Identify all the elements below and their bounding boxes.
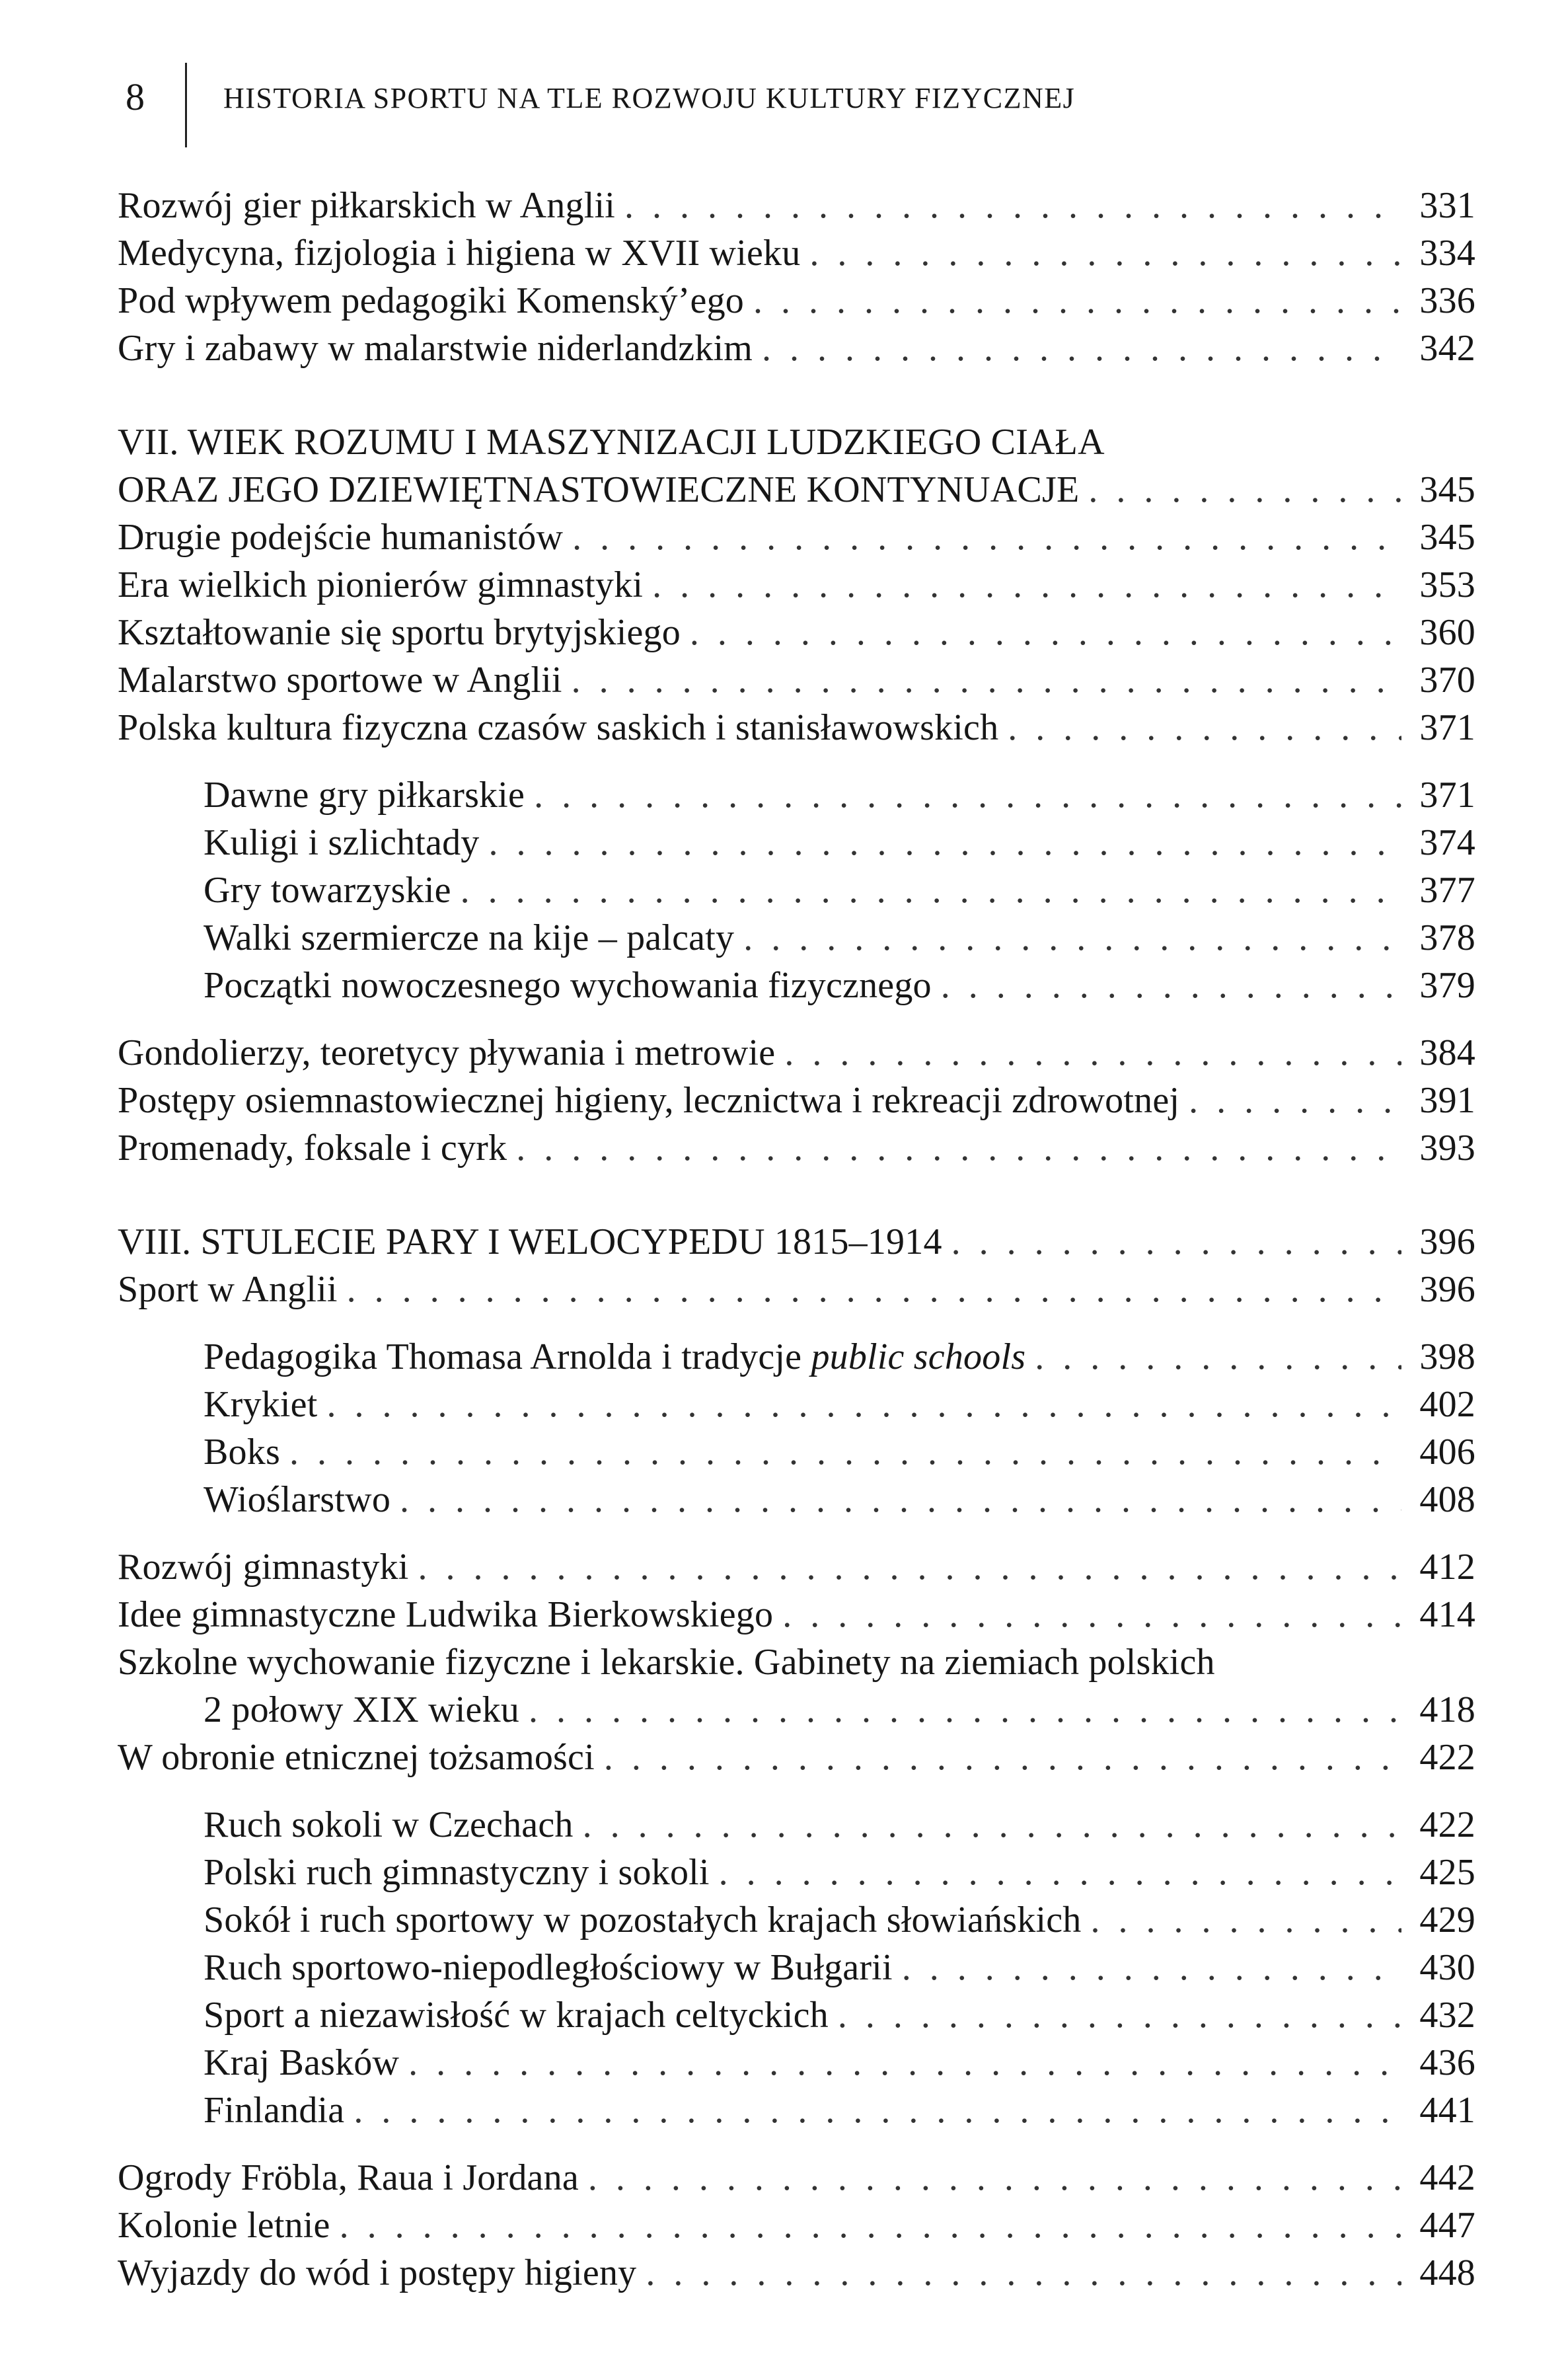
dot-leader [762, 325, 1401, 372]
toc-subentry[interactable] [118, 819, 1475, 866]
toc-entry[interactable] [118, 229, 1475, 277]
dot-leader [951, 1218, 1401, 1266]
toc-entry-page: 342 [1419, 328, 1475, 369]
dot-leader [1035, 1333, 1401, 1381]
toc-entry[interactable] [118, 1266, 1475, 1313]
toc-entry-page: 334 [1419, 233, 1475, 274]
toc-subentry-title: Kraj Basków [204, 2042, 400, 2083]
toc-subentry-page: 436 [1419, 2042, 1475, 2083]
toc-entry-page: 384 [1419, 1032, 1475, 1073]
dot-leader [572, 514, 1401, 561]
dot-leader [1008, 704, 1401, 751]
toc-entry-page: 336 [1419, 280, 1475, 321]
toc-entry-title: Drugie podejście humanistów [118, 517, 564, 558]
subsection-gap [118, 1313, 1475, 1333]
toc-entry[interactable] [118, 609, 1475, 656]
toc-subentry-title: Krykiet [204, 1384, 318, 1425]
toc-subentry[interactable] [118, 1991, 1475, 2039]
toc-entry-title: Rozwój gier piłkarskich w Anglii [118, 185, 615, 226]
toc-subentry-page: 402 [1419, 1384, 1475, 1425]
dot-leader [534, 771, 1401, 819]
dot-leader [588, 2154, 1401, 2202]
toc-entry[interactable] [118, 1029, 1475, 1077]
toc-subentry-title: Wioślarstwo [204, 1479, 391, 1520]
toc-subentry[interactable] [118, 1896, 1475, 1944]
toc-entry[interactable] [118, 1124, 1475, 1172]
toc-entry[interactable] [118, 1734, 1475, 1781]
dot-leader [1091, 1896, 1401, 1944]
toc-entry-page: 422 [1419, 1737, 1475, 1778]
subsection-gap [118, 1523, 1475, 1543]
toc-subentry-title: Ruch sportowo-niepodległościowy w Bułgarii [204, 1947, 893, 1988]
toc-subentry-page: 377 [1419, 870, 1475, 911]
toc-subentry[interactable] [118, 866, 1475, 914]
toc-entry[interactable] [118, 514, 1475, 561]
toc-entry[interactable] [118, 561, 1475, 609]
toc-subentry-title: Dawne gry piłkarskie [204, 775, 525, 816]
toc-entry[interactable] [118, 2249, 1475, 2297]
toc-subentry[interactable] [118, 1428, 1475, 1476]
toc-entry[interactable] [118, 1077, 1475, 1124]
toc-subentry-title: Sport a niezawisłość w krajach celtyckich [204, 1995, 829, 2036]
toc-subentry-page: 406 [1419, 1432, 1475, 1473]
toc-entry-page: 353 [1419, 564, 1475, 605]
toc-entry-title: Malarstwo sportowe w Anglii [118, 660, 562, 701]
toc-entry[interactable] [118, 1543, 1475, 1591]
chapter-title-continued: ORAZ JEGO DZIEWIĘTNASTOWIECZNE KONTYNUACJE [118, 469, 1080, 510]
toc-subentry-page: 379 [1419, 965, 1475, 1006]
dot-leader [690, 609, 1401, 656]
toc-subentry-title-italic: public schools [811, 1336, 1026, 1377]
dot-leader [340, 2202, 1401, 2249]
toc-entry-page: 360 [1419, 612, 1475, 653]
toc-entry-title: Postępy osiemnastowiecznej higieny, lecznictwa i rekreacji zdrowotnej [118, 1080, 1180, 1121]
chapter-heading[interactable] [118, 466, 1475, 514]
toc-subentry[interactable] [118, 914, 1475, 962]
toc-subentry-title: Boks [204, 1432, 280, 1473]
toc-subentry-page: 378 [1419, 917, 1475, 958]
toc-entry-title: Kształtowanie się sportu brytyjskiego [118, 612, 681, 653]
toc-entry[interactable] [118, 704, 1475, 751]
toc-entry-page: 396 [1419, 1269, 1475, 1310]
dot-leader [646, 2249, 1401, 2297]
section-gap [118, 372, 1475, 418]
toc-subentry-page: 398 [1419, 1336, 1475, 1377]
section-gap [118, 1172, 1475, 1218]
chapter-title: VII. WIEK ROZUMU I MASZYNIZACJI LUDZKIEGO CIAŁA [118, 422, 1105, 463]
dot-leader [400, 1476, 1401, 1523]
toc-entry-title: Era wielkich pionierów gimnastyki [118, 564, 644, 605]
toc-entry-page: 393 [1419, 1128, 1475, 1169]
dot-leader [408, 2039, 1401, 2087]
dot-leader [354, 2087, 1401, 2134]
toc-entry-title: Ogrody Fröbla, Raua i Jordana [118, 2157, 579, 2198]
dot-leader [652, 561, 1401, 609]
toc-entry-title: Medycyna, fizjologia i higiena w XVII wieku [118, 233, 801, 274]
toc-subentry-title-text: Pedagogika Thomasa Arnolda i tradycje [204, 1336, 811, 1377]
toc-subentry-title: Początki nowoczesnego wychowania fizycznego [204, 965, 932, 1006]
toc-entry-title: Pod wpływem pedagogiki Komenský’ego [118, 280, 744, 321]
dot-leader [604, 1734, 1401, 1781]
toc-entry-page: 331 [1419, 185, 1475, 226]
dot-leader [289, 1428, 1401, 1476]
toc-entry-page: 442 [1419, 2157, 1475, 2198]
toc-subentry[interactable] [118, 1333, 1475, 1381]
toc-subentry-page: 374 [1419, 822, 1475, 863]
subsection-gap [118, 751, 1475, 771]
toc-entry-page: 412 [1419, 1547, 1475, 1588]
dot-leader [941, 962, 1401, 1009]
toc-entry[interactable] [118, 277, 1475, 325]
toc-subentry-title: Kuligi i szlichtady [204, 822, 480, 863]
toc-entry[interactable] [118, 2154, 1475, 2202]
toc-entry-continued[interactable] [118, 1686, 1475, 1734]
dot-leader [784, 1029, 1401, 1077]
subsection-gap [118, 1009, 1475, 1029]
toc-subentry-title: Polski ruch gimnastyczny i sokoli [204, 1852, 710, 1893]
dot-leader [516, 1124, 1401, 1172]
toc-entry[interactable] [118, 325, 1475, 372]
toc-entry-title-continued: 2 połowy XIX wieku [204, 1689, 519, 1730]
toc-entry-title: W obronie etnicznej tożsamości [118, 1737, 595, 1778]
toc-entry-page: 391 [1419, 1080, 1475, 1121]
chapter-heading-line[interactable] [118, 418, 1475, 466]
toc-entry-title: Rozwój gimnastyki [118, 1547, 409, 1588]
dot-leader [838, 1991, 1401, 2039]
chapter-heading[interactable] [118, 1218, 1475, 1266]
toc-subentry-page: 432 [1419, 1995, 1475, 2036]
toc-subentry-title: Sokół i ruch sportowy w pozostałych krajach słowiańskich [204, 1900, 1082, 1940]
toc-subentry-page: 425 [1419, 1852, 1475, 1893]
dot-leader [418, 1543, 1402, 1591]
toc-entry-page: 448 [1419, 2252, 1475, 2293]
toc-subentry[interactable] [118, 771, 1475, 819]
dot-leader [1189, 1077, 1401, 1124]
page-number: 8 [126, 75, 145, 118]
toc-entry-title: Wyjazdy do wód i postępy higieny [118, 2252, 637, 2293]
dot-leader [902, 1944, 1401, 1991]
toc-entry-title: Gondolierzy, teoretycy pływania i metrowie [118, 1032, 776, 1073]
toc-subentry-page: 429 [1419, 1900, 1475, 1940]
toc-subentry-title: Finlandia [204, 2090, 345, 2131]
subsection-gap [118, 1781, 1475, 1801]
subsection-gap [118, 2134, 1475, 2154]
table-of-contents [118, 182, 1475, 2297]
header-divider [185, 63, 187, 147]
toc-subentry[interactable] [118, 1944, 1475, 1991]
toc-entry-title: Sport w Anglii [118, 1269, 338, 1310]
toc-entry[interactable] [118, 1591, 1475, 1638]
chapter-page: 345 [1419, 469, 1475, 510]
toc-entry-page: 370 [1419, 660, 1475, 701]
chapter-page: 396 [1419, 1221, 1475, 1262]
dot-leader [347, 1266, 1401, 1313]
toc-subentry-page: 422 [1419, 1804, 1475, 1845]
dot-leader [572, 656, 1401, 704]
toc-subentry[interactable] [118, 2087, 1475, 2134]
toc-entry-page: 418 [1419, 1689, 1475, 1730]
running-title: HISTORIA SPORTU NA TLE ROZWOJU KULTURY FIZYCZNEJ [223, 82, 1076, 114]
toc-subentry-title: Ruch sokoli w Czechach [204, 1804, 574, 1845]
toc-entry-page: 447 [1419, 2205, 1475, 2246]
toc-entry-title: Kolonie letnie [118, 2205, 330, 2246]
toc-subentry-page: 430 [1419, 1947, 1475, 1988]
dot-leader [489, 819, 1401, 866]
dot-leader [719, 1849, 1401, 1896]
toc-entry-page: 414 [1419, 1594, 1475, 1635]
toc-entry-title: Polska kultura fizyczna czasów saskich i stanisławowskich [118, 707, 999, 748]
toc-entry-title: Idee gimnastyczne Ludwika Bierkowskiego [118, 1594, 774, 1635]
toc-subentry[interactable] [118, 1381, 1475, 1428]
toc-subentry-title: Gry towarzyskie [204, 870, 451, 911]
toc-entry-page: 345 [1419, 517, 1475, 558]
dot-leader [1088, 466, 1401, 514]
toc-entry-title: Gry i zabawy w malarstwie niderlandzkim [118, 328, 753, 369]
dot-leader [753, 277, 1401, 325]
dot-leader [809, 229, 1401, 277]
dot-leader [583, 1801, 1401, 1849]
toc-subentry[interactable] [118, 1476, 1475, 1523]
toc-entry-title: Szkolne wychowanie fizyczne i lekarskie. Gabinety na ziemiach polskich [118, 1642, 1215, 1683]
toc-entry-line[interactable] [118, 1638, 1475, 1686]
toc-subentry[interactable] [118, 2039, 1475, 2087]
toc-subentry-page: 441 [1419, 2090, 1475, 2131]
toc-subentry[interactable] [118, 962, 1475, 1009]
dot-leader [326, 1381, 1401, 1428]
toc-subentry-title: Walki szermiercze na kije – palcaty [204, 917, 735, 958]
toc-entry[interactable] [118, 2202, 1475, 2249]
toc-subentry-title [204, 1333, 1025, 1381]
dot-leader [624, 182, 1401, 229]
chapter-title: VIII. STULECIE PARY I WELOCYPEDU 1815–1914 [118, 1221, 942, 1262]
toc-subentry-page: 371 [1419, 775, 1475, 816]
dot-leader [743, 914, 1401, 962]
dot-leader [529, 1686, 1401, 1734]
dot-leader [782, 1591, 1401, 1638]
dot-leader [461, 866, 1401, 914]
toc-subentry[interactable] [118, 1801, 1475, 1849]
toc-subentry[interactable] [118, 1849, 1475, 1896]
toc-entry[interactable] [118, 656, 1475, 704]
toc-entry[interactable] [118, 182, 1475, 229]
toc-subentry-page: 408 [1419, 1479, 1475, 1520]
toc-entry-title: Promenady, foksale i cyrk [118, 1128, 507, 1169]
toc-entry-page: 371 [1419, 707, 1475, 748]
